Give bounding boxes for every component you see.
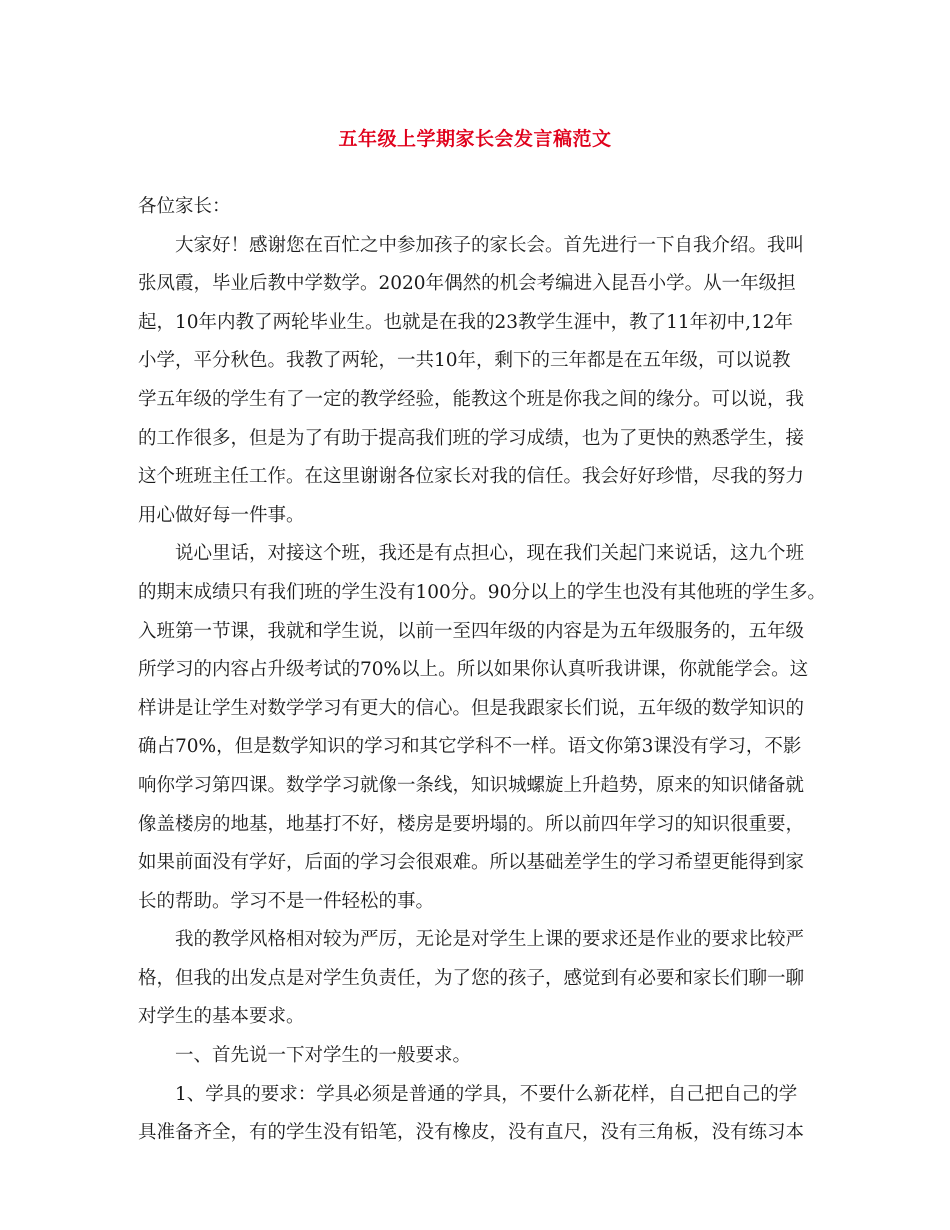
text-line: 的工作很多，但是为了有助于提高我们班的学习成绩，也为了更快的熟悉学生，接 (138, 427, 805, 449)
text-line: 对学生的基本要求。 (138, 1006, 305, 1028)
text-line: 各位家长： (138, 196, 231, 217)
text-line: 的期末成绩只有我们班的学生没有100分。90分以上的学生也没有其他班的学生多。 (138, 581, 826, 603)
text-line: 具准备齐全，有的学生没有铅笔，没有橡皮，没有直尺，没有三角板，没有练习本 (138, 1122, 805, 1144)
text-line: 起，10年内教了两轮毕业生。也就是在我的23教学生涯中，教了11年初中,12年 (138, 311, 794, 333)
text-line: 小学，平分秋色。我教了两轮，一共10年，剩下的三年都是在五年级，可以说教 (138, 350, 791, 372)
text-line: 大家好！感谢您在百忙之中参加孩子的家长会。首先进行一下自我介绍。我叫 (175, 234, 805, 256)
text-line: 张凤霞，毕业后教中学数学。2020年偶然的机会考编进入昆吾小学。从一年级担 (138, 273, 796, 295)
text-line: 我的教学风格相对较为严厉，无论是对学生上课的要求还是作业的要求比较严 (175, 929, 805, 951)
text-line: 如果前面没有学好，后面的学习会很艰难。所以基础差学生的学习希望更能得到家 (138, 852, 805, 874)
text-line: 学五年级的学生有了一定的教学经验，能教这个班是你我之间的缘分。可以说，我 (138, 388, 805, 410)
document-body (138, 188, 828, 1153)
text-line: 1、学具的要求：学具必须是普通的学具，不要什么新花样，自己把自己的学 (175, 1083, 798, 1105)
text-line: 入班第一节课，我就和学生说，以前一至四年级的内容是为五年级服务的，五年级 (138, 620, 805, 642)
text-line: 长的帮助。学习不是一件轻松的事。 (138, 890, 435, 912)
text-line: 响你学习第四课。数学学习就像一条线，知识城螺旋上升趋势，原来的知识储备就 (138, 774, 805, 796)
document-title: 五年级上学期家长会发言稿范文 (338, 128, 612, 150)
text-line: 确占70%，但是数学知识的学习和其它学科不一样。语文你第3课没有学习，不影 (138, 736, 802, 758)
text-line: 样讲是让学生对数学学习有更大的信心。但是我跟家长们说，五年级的数学知识的 (138, 697, 805, 719)
text-line: 一、首先说一下对学生的一般要求。 (175, 1045, 472, 1067)
text-line: 这个班班主任工作。在这里谢谢各位家长对我的信任。我会好好珍惜，尽我的努力 (138, 466, 805, 488)
text-line: 说心里话，对接这个班，我还是有点担心，现在我们关起门来说话，这九个班 (175, 543, 805, 565)
text-line: 用心做好每一件事。 (138, 504, 305, 526)
text-line: 所学习的内容占升级考试的70%以上。所以如果你认真听我讲课，你就能学会。这 (138, 659, 809, 681)
text-line: 像盖楼房的地基，地基打不好，楼房是要坍塌的。所以前四年学习的知识很重要， (138, 813, 805, 835)
text-line: 格，但我的出发点是对学生负责任，为了您的孩子，感觉到有必要和家长们聊一聊 (138, 967, 805, 989)
